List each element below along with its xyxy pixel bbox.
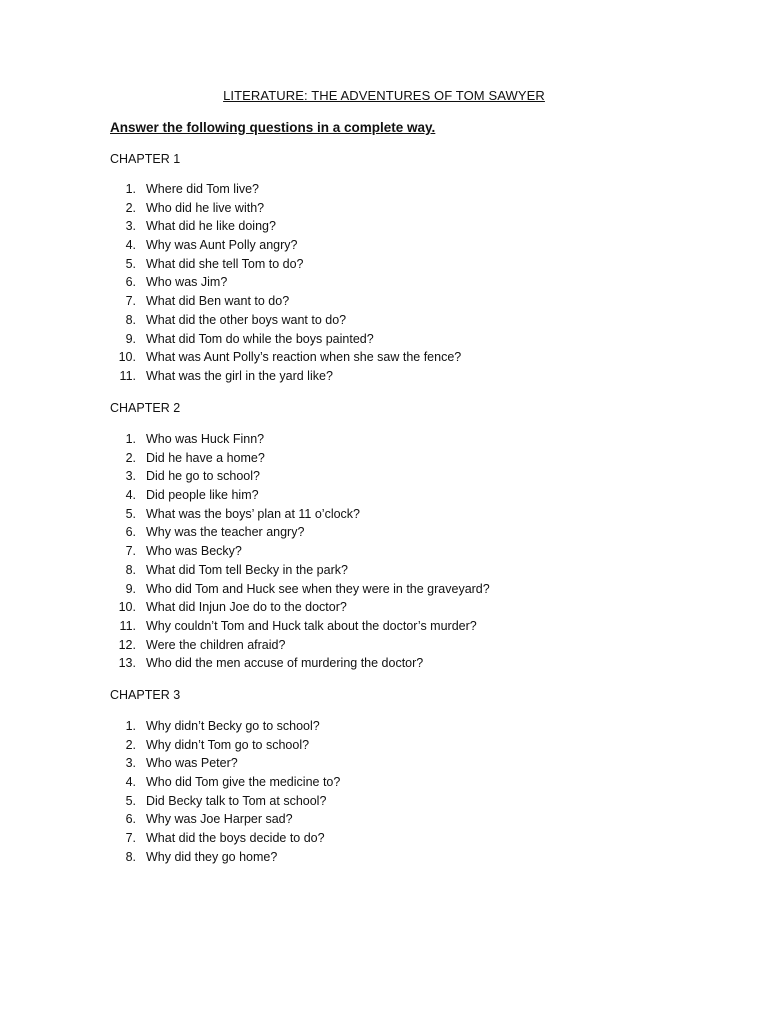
chapter-1-heading: CHAPTER 1 [110,152,181,166]
question-text: Did Becky talk to Tom at school? [146,793,327,808]
question-number: 7. [125,831,136,846]
question-text: Who was Jim? [146,275,228,290]
question-number: 10. [118,600,136,615]
question-number: 7. [125,294,136,309]
question-text: Who did Tom and Huck see when they were in the graveyard? [146,581,490,596]
question-item [110,348,461,367]
question-text: Why couldn’t Tom and Huck talk about the doctor’s murder? [146,618,477,633]
question-item [110,792,340,811]
question-item [110,236,461,255]
question-number: 1. [125,432,136,446]
question-number: 5. [125,793,136,808]
instructions-text: Answer the following questions in a complete way. [110,120,436,135]
question-item [110,255,461,274]
question-number: 3. [125,219,136,234]
question-item [110,654,490,673]
question-item [110,580,490,599]
question-text: What did the other boys want to do? [146,312,347,327]
question-item [110,467,490,486]
question-text: What was the boys’ plan at 11 o’clock? [146,506,361,521]
question-item [110,367,461,386]
chapter-2-question-list [110,430,490,673]
question-text: Did he have a home? [146,450,265,465]
question-text: Who did the men accuse of murdering the doctor? [146,656,424,671]
question-text: What did Tom do while the boys painted? [146,331,374,346]
question-item [110,810,340,829]
question-number: 4. [125,488,136,503]
question-number: 4. [125,775,136,790]
question-item [110,561,490,580]
question-text: Did he go to school? [146,469,260,484]
question-number: 7. [125,544,136,559]
chapter-3-heading: CHAPTER 3 [110,688,181,702]
question-number: 5. [125,506,136,521]
question-text: Why was Aunt Polly angry? [146,238,298,253]
question-text: What did she tell Tom to do? [146,256,304,271]
chapter-1-question-list [110,180,461,386]
question-text: Why did they go home? [146,849,278,864]
chapter-2-heading: CHAPTER 2 [110,401,181,415]
question-item [110,717,340,736]
question-item [110,542,490,561]
question-number: 8. [125,312,136,327]
question-number: 2. [125,200,136,215]
question-item [110,829,340,848]
question-text: What did he like doing? [146,219,276,234]
question-number: 2. [125,450,136,465]
question-number: 8. [125,849,136,864]
question-text: Why was Joe Harper sad? [146,812,293,827]
question-number: 3. [125,756,136,771]
question-number: 4. [125,238,136,253]
question-number: 1. [125,719,136,733]
question-number: 12. [118,637,136,652]
question-text: Where did Tom live? [146,182,260,196]
question-number: 13. [118,656,136,671]
question-text: What did the boys decide to do? [146,831,325,846]
question-text: Who did Tom give the medicine to? [146,775,341,790]
question-text: What did Tom tell Becky in the park? [146,562,348,577]
question-item [110,430,490,449]
question-text: Who did he live with? [146,200,265,215]
question-text: Who was Becky? [146,544,242,559]
question-item [110,754,340,773]
question-item [110,848,340,867]
question-text: What did Injun Joe do to the doctor? [146,600,347,615]
question-text: Who was Huck Finn? [146,432,265,446]
question-text: What was Aunt Polly’s reaction when she saw the fence? [146,350,462,365]
question-item [110,449,490,468]
question-text: Were the children afraid? [146,637,286,652]
question-item [110,617,490,636]
question-item [110,217,461,236]
question-text: Who was Peter? [146,756,238,771]
question-item [110,773,340,792]
question-text: What was the girl in the yard like? [146,368,333,383]
question-text: Why didn’t Tom go to school? [146,737,310,752]
question-item [110,486,490,505]
question-number: 9. [125,581,136,596]
question-item [110,180,461,199]
question-number: 6. [125,812,136,827]
question-item [110,199,461,218]
question-item [110,292,461,311]
question-number: 10. [118,350,136,365]
question-number: 3. [125,469,136,484]
question-item [110,736,340,755]
question-number: 8. [125,562,136,577]
question-item [110,505,490,524]
question-item [110,636,490,655]
document-title: LITERATURE: THE ADVENTURES OF TOM SAWYER [223,88,545,103]
question-text: Why was the teacher angry? [146,525,305,540]
question-number: 11. [119,618,136,633]
question-number: 11. [119,368,136,383]
question-item [110,273,461,292]
question-number: 1. [125,182,136,196]
question-number: 5. [125,256,136,271]
question-number: 2. [125,737,136,752]
question-number: 6. [125,275,136,290]
question-text: Why didn’t Becky go to school? [146,719,320,733]
question-text: What did Ben want to do? [146,294,290,309]
question-number: 6. [125,525,136,540]
question-item [110,311,461,330]
question-item [110,523,490,542]
question-item [110,330,461,349]
question-text: Did people like him? [146,488,259,503]
question-item [110,598,490,617]
chapter-3-question-list [110,717,340,867]
question-number: 9. [125,331,136,346]
